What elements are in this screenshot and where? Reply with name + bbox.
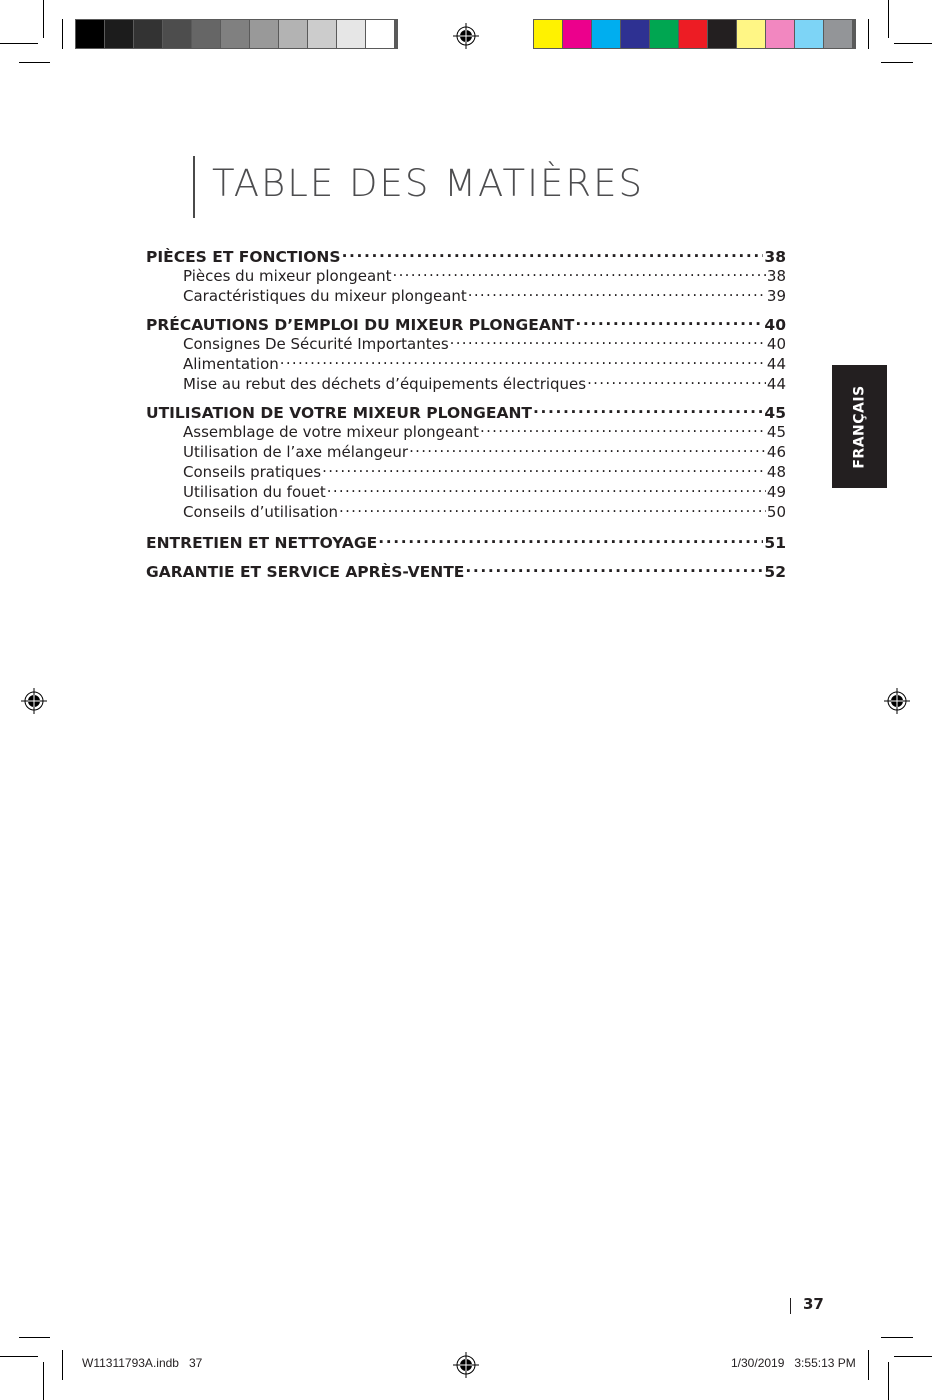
swatch — [221, 20, 249, 48]
page-number-divider — [790, 1298, 791, 1314]
language-tab — [832, 365, 887, 488]
title-accent-bar — [193, 156, 195, 218]
crop-mark — [19, 62, 50, 63]
swatch — [134, 20, 162, 48]
language-tab-label: FRANÇAIS — [851, 384, 868, 469]
dot-leader — [393, 266, 766, 281]
dot-leader — [280, 354, 766, 369]
toc-item[interactable] — [146, 422, 786, 442]
swatch — [708, 20, 736, 48]
swatch — [250, 20, 278, 48]
crop-mark — [0, 43, 38, 44]
toc-section-heading[interactable] — [146, 246, 786, 266]
toc-page-number: 46 — [766, 443, 786, 461]
toc-page-number: 51 — [764, 533, 786, 552]
dot-leader — [480, 422, 766, 437]
swatch — [337, 20, 365, 48]
toc-item-label: Pièces du mixeur plongeant — [183, 267, 392, 285]
toc-item[interactable] — [146, 442, 786, 462]
dot-leader — [468, 286, 766, 301]
toc-item-label: Mise au rebut des déchets d’équipements électriques — [183, 375, 587, 393]
dot-leader — [342, 246, 764, 262]
toc-section-heading[interactable] — [146, 314, 786, 334]
crop-mark — [868, 1350, 869, 1380]
slug-file-info: W11311793A.indb 37 — [82, 1356, 203, 1370]
toc-item-label: Utilisation de l’axe mélangeur — [183, 443, 409, 461]
toc-page-number: 44 — [766, 355, 786, 373]
dot-leader — [327, 482, 766, 497]
toc-page-number: 48 — [766, 463, 786, 481]
swatch — [308, 20, 336, 48]
toc-item[interactable] — [146, 354, 786, 374]
swatch — [824, 20, 852, 48]
toc-page-number: 45 — [766, 423, 786, 441]
toc-section-label: UTILISATION DE VOTRE MIXEUR PLONGEANT — [146, 403, 532, 422]
swatch — [563, 20, 591, 48]
swatch — [621, 20, 649, 48]
toc-item[interactable] — [146, 286, 786, 306]
dot-leader — [378, 532, 763, 548]
swatch — [279, 20, 307, 48]
crop-mark — [888, 1362, 889, 1400]
swatch — [592, 20, 620, 48]
toc-page-number: 52 — [764, 562, 786, 581]
crop-mark — [881, 62, 913, 63]
toc-item[interactable] — [146, 334, 786, 354]
toc-page-number: 44 — [766, 375, 786, 393]
swatch — [105, 20, 133, 48]
crop-mark — [894, 1356, 932, 1357]
swatch — [366, 20, 394, 48]
dot-leader — [339, 502, 766, 517]
dot-leader — [322, 462, 766, 477]
toc-item-label: Conseils pratiques — [183, 463, 322, 481]
toc-page-number: 45 — [764, 403, 786, 422]
toc-section-heading[interactable] — [146, 561, 786, 581]
swatch — [76, 20, 104, 48]
toc-section-heading[interactable] — [146, 402, 786, 422]
toc-page-number: 39 — [766, 287, 786, 305]
toc-item-label: Utilisation du fouet — [183, 483, 326, 501]
swatch — [737, 20, 765, 48]
crop-mark — [62, 19, 63, 49]
dot-leader — [533, 402, 763, 418]
registration-mark-icon — [884, 688, 910, 714]
crop-mark — [0, 1356, 38, 1357]
toc-page-number: 49 — [766, 483, 786, 501]
table-of-contents — [146, 246, 786, 581]
swatch — [679, 20, 707, 48]
swatch — [163, 20, 191, 48]
toc-item-label: Conseils d’utilisation — [183, 503, 339, 521]
toc-section-label: ENTRETIEN ET NETTOYAGE — [146, 533, 378, 552]
registration-mark-icon — [453, 23, 479, 49]
crop-mark — [19, 1337, 50, 1338]
swatch — [650, 20, 678, 48]
dot-leader — [409, 442, 766, 457]
crop-mark — [62, 1350, 63, 1380]
toc-item[interactable] — [146, 266, 786, 286]
crop-mark — [868, 19, 869, 49]
dot-leader — [587, 374, 766, 389]
toc-page-number: 38 — [766, 267, 786, 285]
toc-section-label: GARANTIE ET SERVICE APRÈS-VENTE — [146, 562, 465, 581]
crop-mark — [888, 0, 889, 38]
dot-leader — [450, 334, 766, 349]
toc-item[interactable] — [146, 502, 786, 522]
toc-section-label: PIÈCES ET FONCTIONS — [146, 247, 341, 266]
page-number: 37 — [803, 1295, 824, 1313]
toc-item-label: Caractéristiques du mixeur plongeant — [183, 287, 467, 305]
crop-mark — [881, 1337, 913, 1338]
toc-item[interactable] — [146, 462, 786, 482]
dot-leader — [575, 314, 763, 330]
registration-mark-icon — [21, 688, 47, 714]
toc-page-number: 50 — [766, 503, 786, 521]
swatch — [766, 20, 794, 48]
toc-page-number: 38 — [764, 247, 786, 266]
swatch — [534, 20, 562, 48]
toc-item-label: Alimentation — [183, 355, 279, 373]
registration-mark-icon — [453, 1352, 479, 1378]
toc-item-label: Assemblage de votre mixeur plongeant — [183, 423, 479, 441]
swatch — [795, 20, 823, 48]
toc-item-label: Consignes De Sécurité Importantes — [183, 335, 449, 353]
toc-page-number: 40 — [764, 315, 786, 334]
dot-leader — [465, 561, 763, 577]
crop-mark — [43, 0, 44, 38]
grayscale-calibration-bar — [75, 19, 398, 49]
color-calibration-bar — [533, 19, 856, 49]
toc-section-label: PRÉCAUTIONS D’EMPLOI DU MIXEUR PLONGEANT — [146, 315, 575, 334]
slug-datetime: 1/30/2019 3:55:13 PM — [731, 1356, 856, 1370]
toc-item[interactable] — [146, 482, 786, 502]
toc-item[interactable] — [146, 374, 786, 394]
toc-section-heading[interactable] — [146, 532, 786, 552]
swatch — [192, 20, 220, 48]
crop-mark — [894, 43, 932, 44]
crop-mark — [43, 1362, 44, 1400]
page-title: TABLE DES MATIÈRES — [212, 162, 644, 205]
toc-page-number: 40 — [766, 335, 786, 353]
